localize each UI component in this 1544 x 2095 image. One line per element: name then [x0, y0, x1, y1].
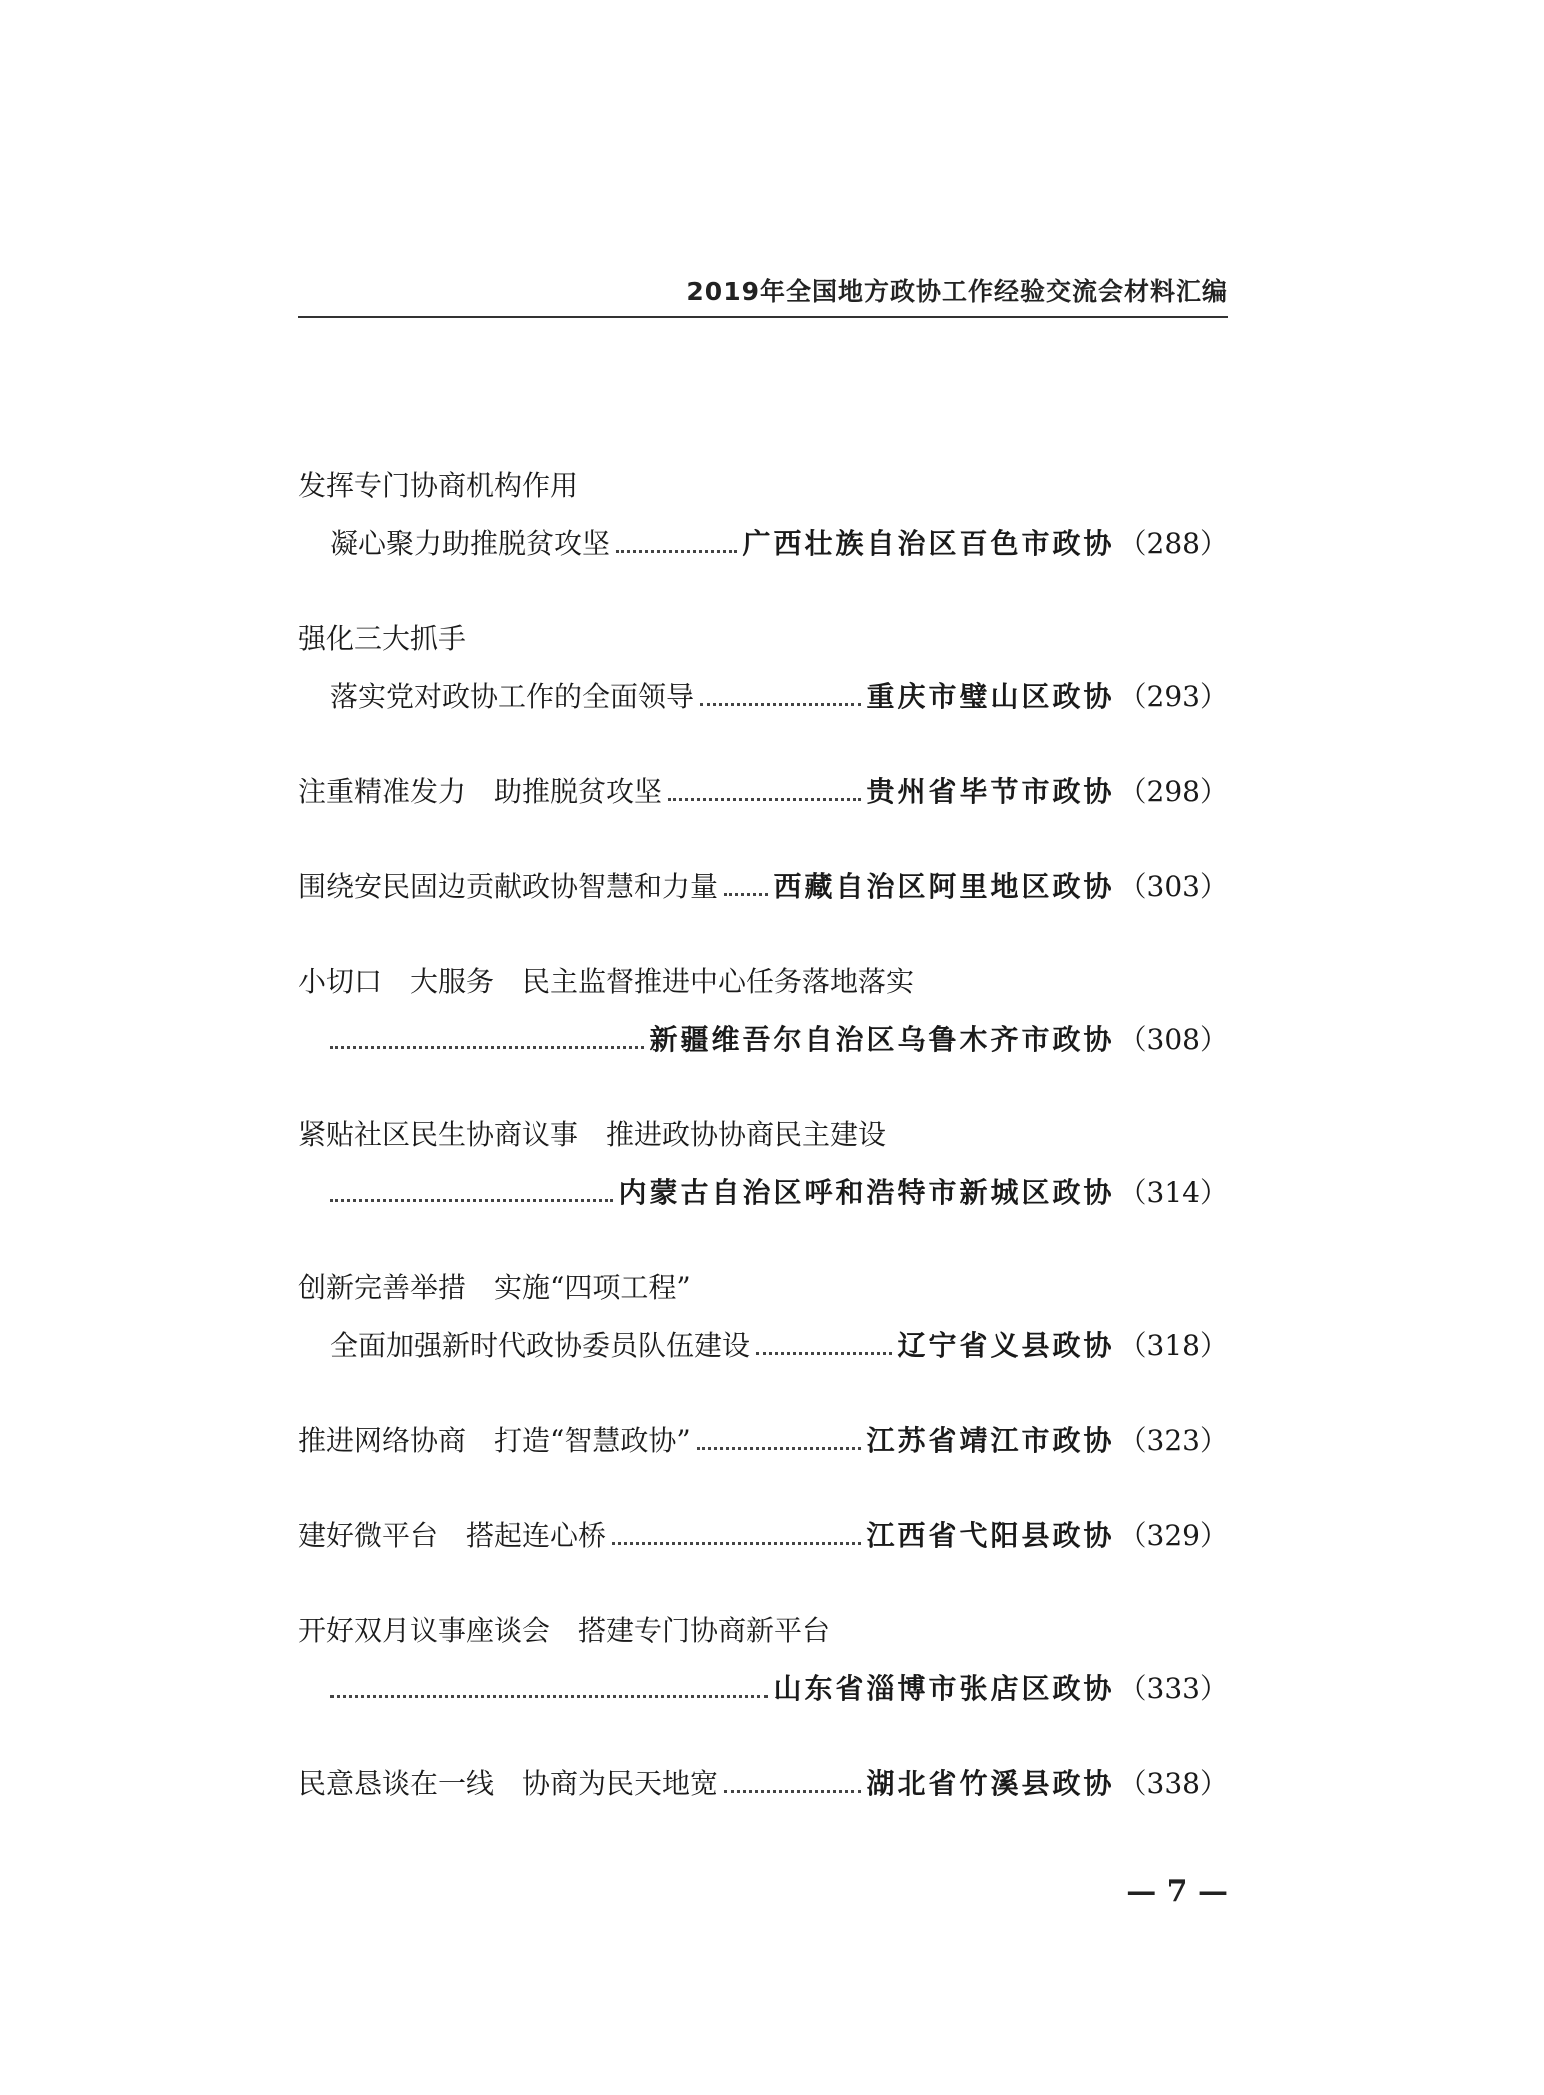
leader-dots: [724, 1790, 861, 1793]
table-of-contents: [298, 446, 1228, 1802]
toc-entry: [298, 446, 1228, 562]
toc-page: （338）: [1118, 1767, 1228, 1800]
toc-page: （293）: [1118, 680, 1228, 713]
toc-title: 围绕安民固边贡献政协智慧和力量: [298, 870, 719, 903]
toc-page: （314）: [1118, 1176, 1228, 1209]
toc-page: （318）: [1118, 1329, 1228, 1362]
toc-title-line: [298, 1744, 1228, 1802]
toc-page: （298）: [1118, 775, 1228, 808]
toc-entry: [298, 942, 1228, 1058]
toc-page: （288）: [1118, 527, 1228, 560]
leader-dots: [724, 893, 768, 896]
leader-dots: [697, 1447, 861, 1450]
toc-author: 西藏自治区阿里地区政协: [773, 870, 1115, 903]
toc-title-line: [298, 1248, 1228, 1306]
toc-title-line: [298, 1496, 1228, 1554]
toc-entry: [298, 1591, 1228, 1707]
leader-dots: [616, 550, 737, 553]
toc-author: 江苏省靖江市政协: [866, 1424, 1115, 1457]
toc-title-line: [298, 1649, 1228, 1707]
leader-dots: [668, 798, 861, 801]
toc-author: 山东省淄博市张店区政协: [773, 1672, 1115, 1705]
toc-title: 强化三大抓手: [298, 622, 467, 655]
toc-title: 紧贴社区民生协商议事 推进政协协商民主建设: [298, 1118, 887, 1151]
toc-title: 注重精准发力 助推脱贫攻坚: [298, 775, 663, 808]
toc-title-line: [298, 1095, 1228, 1153]
toc-page: （323）: [1118, 1424, 1228, 1457]
leader-dots: [756, 1352, 892, 1355]
running-header: [298, 270, 1228, 318]
toc-title-line: [298, 446, 1228, 504]
toc-entry: [298, 1496, 1228, 1554]
toc-title: 凝心聚力助推脱贫攻坚: [330, 527, 611, 560]
leader-dots: [612, 1542, 861, 1545]
toc-entry: [298, 599, 1228, 715]
toc-title-line: [298, 1401, 1228, 1459]
toc-title-line: [298, 1153, 1228, 1211]
toc-author: 内蒙古自治区呼和浩特市新城区政协: [618, 1176, 1115, 1209]
toc-title: 全面加强新时代政协委员队伍建设: [330, 1329, 751, 1362]
toc-author: 新疆维吾尔自治区乌鲁木齐市政协: [649, 1023, 1115, 1056]
toc-title: 建好微平台 搭起连心桥: [298, 1519, 607, 1552]
toc-title-line: [298, 752, 1228, 810]
toc-title-line: [298, 1000, 1228, 1058]
toc-title-line: [298, 599, 1228, 657]
toc-page: （329）: [1118, 1519, 1228, 1552]
toc-entry: [298, 847, 1228, 905]
toc-title: 发挥专门协商机构作用: [298, 469, 579, 502]
toc-page: （308）: [1118, 1023, 1228, 1056]
header-title: 2019年全国地方政协工作经验交流会材料汇编: [686, 277, 1228, 306]
toc-author: 广西壮族自治区百色市政协: [742, 527, 1115, 560]
toc-title: 创新完善举措 实施“四项工程”: [298, 1271, 691, 1304]
toc-author: 辽宁省义县政协: [897, 1329, 1115, 1362]
toc-title: 小切口 大服务 民主监督推进中心任务落地落实: [298, 965, 915, 998]
toc-title-line: [298, 847, 1228, 905]
page-number: — 7 —: [1126, 1874, 1228, 1909]
toc-author: 贵州省毕节市政协: [866, 775, 1115, 808]
toc-title-line: [298, 657, 1228, 715]
toc-title: 推进网络协商 打造“智慧政协”: [298, 1424, 691, 1457]
toc-entry: [298, 1744, 1228, 1802]
toc-entry: [298, 1401, 1228, 1459]
toc-author: 江西省弋阳县政协: [866, 1519, 1115, 1552]
toc-entry: [298, 752, 1228, 810]
toc-entry: [298, 1248, 1228, 1364]
toc-title-line: [298, 1306, 1228, 1364]
leader-dots: [330, 1046, 644, 1049]
leader-dots: [700, 703, 861, 706]
toc-page: （303）: [1118, 870, 1228, 903]
leader-dots: [330, 1199, 613, 1202]
toc-entry: [298, 1095, 1228, 1211]
toc-page: （333）: [1118, 1672, 1228, 1705]
toc-title: 开好双月议事座谈会 搭建专门协商新平台: [298, 1614, 831, 1647]
toc-author: 重庆市璧山区政协: [866, 680, 1115, 713]
toc-author: 湖北省竹溪县政协: [866, 1767, 1115, 1800]
toc-title: 民意恳谈在一线 协商为民天地宽: [298, 1767, 719, 1800]
toc-title: 落实党对政协工作的全面领导: [330, 680, 695, 713]
leader-dots: [330, 1695, 768, 1698]
toc-title-line: [298, 504, 1228, 562]
toc-title-line: [298, 942, 1228, 1000]
toc-title-line: [298, 1591, 1228, 1649]
